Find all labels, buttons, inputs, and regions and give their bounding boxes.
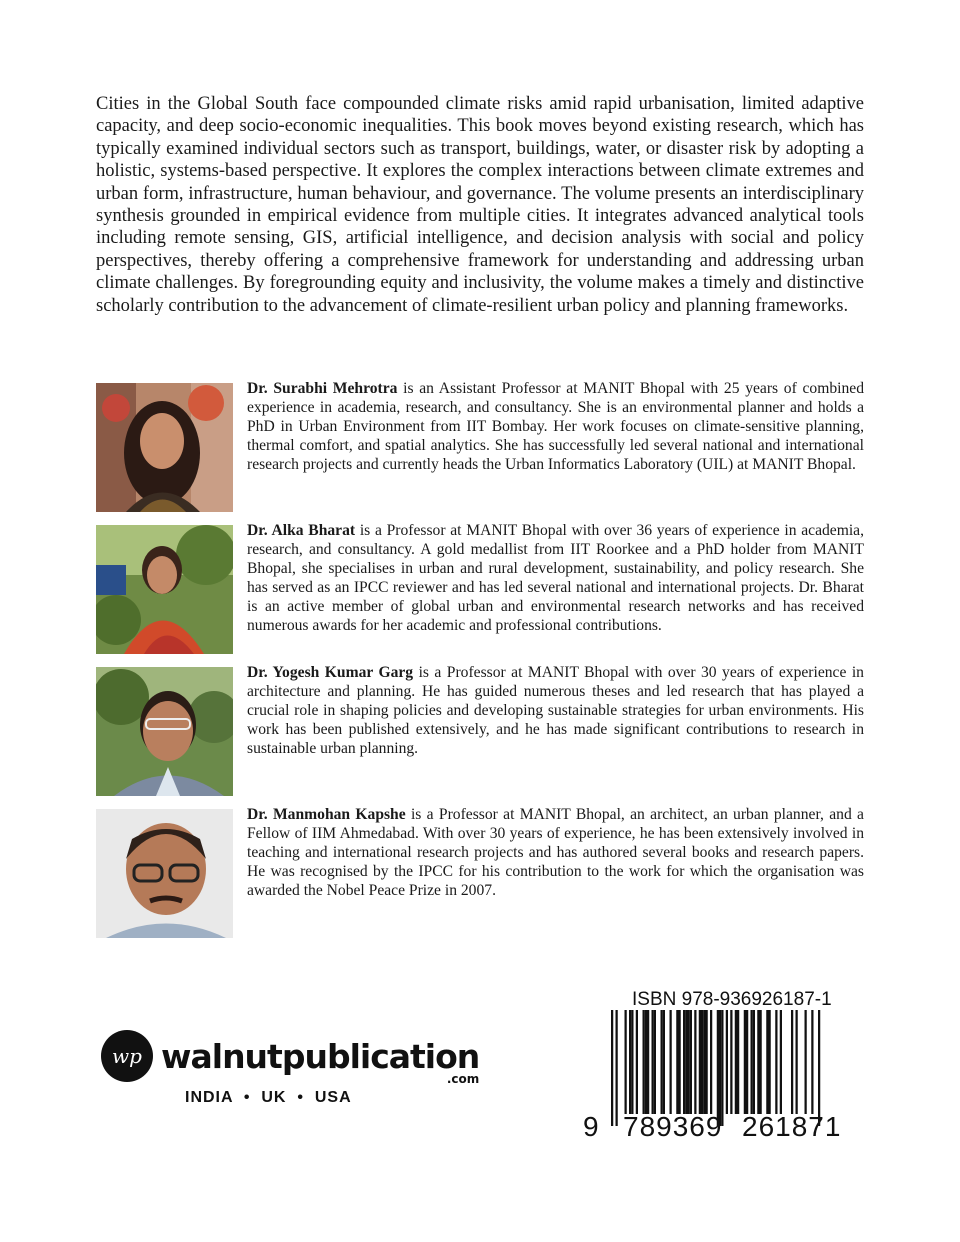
- barcode-digits-right: 261871: [742, 1111, 842, 1142]
- publisher-domain: .com: [446, 1071, 480, 1086]
- author-bio-mehrotra: [96, 380, 864, 512]
- author-name: Dr. Alka Bharat: [247, 522, 356, 539]
- barcode-bar: [706, 1010, 708, 1114]
- author-photo: [96, 383, 233, 512]
- barcode-bar: [654, 1010, 656, 1114]
- author-name: Dr. Yogesh Kumar Garg: [247, 664, 414, 681]
- book-blurb: Cities in the Global South face compounded climate risks amid rapid urbanisation, limited adaptive capacity, and deep socio-economic inequalities. This book moves beyond existing research, which has typically examined individual sectors such as transport, buildings, water, or disaster risk by adopting a holistic, systems-based perspective. It explores the complex interactions between climate extremes and urban form, infrastructure, human behaviour, and governance. The volume presents an interdisciplinary synthesis grounded in empirical evidence from multiple cities. It integrates advanced analytical tools including remote sensing, GIS, artificial intelligence, and decision analysis with social and policy perspectives, thereby offering a comprehensive framework for understanding and addressing urban climate challenges. By foregrounding equity and inclusivity, the volume makes a timely and distinctive scholarly contribution to the advancement of climate-resilient urban policy and planning frameworks.: [96, 94, 864, 316]
- barcode-bar: [688, 1010, 690, 1114]
- author-description: is a Professor at MANIT Bhopal, an architect, an urban planner, and a Fellow of IIM Ahmedabad. With over 30 years of experience, he has been extensively involved in teaching and international research projects and has authored several books and research papers. He was recognised by the IPCC for his contribution to the work for which the organisation was awarded the Nobel Peace Prize in 2007.: [247, 806, 864, 899]
- author-description: is a Professor at MANIT Bhopal with over 36 years of experience in academia, research, and consultancy. A gold medallist from IIT Roorkee and a PhD holder from MANIT Bhopal, she specialises in urban and rural development, sustainability, and policy research. She has served as an IPCC reviewer and has led several national and international projects. Dr. Bharat is an active member of global urban and environmental research networks and has received numerous awards for her academic and professional contributions.: [247, 522, 864, 634]
- barcode-bar: [769, 1010, 771, 1114]
- author-bio-bharat: [96, 522, 864, 654]
- barcode-bar: [690, 1010, 692, 1114]
- isbn-barcode: [583, 1010, 858, 1142]
- barcode-bar: [746, 1010, 748, 1114]
- author-name: Dr. Manmohan Kapshe: [247, 806, 406, 823]
- barcode-bar: [636, 1010, 638, 1114]
- barcode-bar: [670, 1010, 672, 1114]
- barcode-bar: [780, 1010, 782, 1114]
- barcode-bar: [631, 1010, 633, 1114]
- barcode-bar: [694, 1010, 696, 1114]
- publisher-wordmark: [161, 1036, 480, 1086]
- barcode-bar: [683, 1010, 685, 1114]
- author-bio-garg: [96, 664, 864, 796]
- barcode-bar: [663, 1010, 665, 1114]
- isbn-label: ISBN 978-936926187-1: [632, 989, 832, 1010]
- author-description: is a Professor at MANIT Bhopal with over 30 years of experience in architecture and planning. He has guided numerous theses and led research that has played a crucial role in shaping policies and developing sustainable strategies for urban environments. His work has been published extensively, and he has made significant contributions to research in sustainable urban planning.: [247, 664, 864, 757]
- barcode-bar: [647, 1010, 649, 1114]
- barcode-bar: [760, 1010, 762, 1114]
- barcode-bar: [701, 1010, 703, 1114]
- barcode-bar: [811, 1010, 813, 1114]
- barcode-bar: [751, 1010, 753, 1114]
- barcode-bar: [766, 1010, 768, 1114]
- barcode-bar: [775, 1010, 777, 1114]
- barcode-digit-first: 9: [583, 1111, 599, 1142]
- barcode-bar: [744, 1010, 746, 1114]
- author-photo: [96, 525, 233, 654]
- barcode-bar: [719, 1010, 721, 1126]
- barcode-bar: [796, 1010, 798, 1114]
- barcode-bar: [710, 1010, 712, 1114]
- barcode-bar: [757, 1010, 759, 1114]
- author-photo: [96, 667, 233, 796]
- barcode-bar: [611, 1010, 613, 1126]
- barcode-bar: [676, 1010, 678, 1114]
- barcode-bar: [818, 1010, 820, 1126]
- author-name: Dr. Surabhi Mehrotra: [247, 380, 398, 397]
- barcode-bar: [679, 1010, 681, 1114]
- barcode-bar: [805, 1010, 807, 1114]
- publisher-monogram-icon: wp: [101, 1030, 153, 1082]
- barcode-bar: [616, 1010, 618, 1126]
- barcode-digits-left: 789369: [623, 1111, 723, 1142]
- barcode-bar: [726, 1010, 728, 1114]
- author-bio-kapshe: [96, 806, 864, 938]
- barcode-bar: [735, 1010, 737, 1114]
- barcode-bar: [730, 1010, 732, 1114]
- barcode-bar: [699, 1010, 701, 1114]
- publisher-regions: INDIA • UK • USA: [185, 1089, 352, 1106]
- barcode-bar: [625, 1010, 627, 1114]
- barcode-bar: [721, 1010, 723, 1126]
- barcode-bar: [661, 1010, 663, 1114]
- barcode-bar: [629, 1010, 631, 1114]
- barcode-bar: [685, 1010, 687, 1114]
- barcode-bar: [717, 1010, 719, 1126]
- barcode-bar: [791, 1010, 793, 1114]
- barcode-bar: [703, 1010, 705, 1114]
- barcode-bar: [753, 1010, 755, 1114]
- author-description: is an Assistant Professor at MANIT Bhopal with 25 years of combined experience in academia, research, and consultancy. She is an environmental planner and holds a PhD in Urban Environment from IIT Bombay. Her work focuses on climate-sensitive planning, thermal comfort, and spatial analytics. She has successfully led several national and international research projects and currently heads the Urban Informatics Laboratory (UIL) at MANIT Bhopal.: [247, 380, 864, 473]
- publisher-name: walnutpublication: [161, 1036, 480, 1076]
- publisher-logo: [101, 1030, 480, 1086]
- barcode-bar: [652, 1010, 654, 1114]
- barcode-bar: [737, 1010, 739, 1114]
- barcode-bar: [643, 1010, 645, 1114]
- author-photo: [96, 809, 233, 938]
- barcode-bar: [645, 1010, 647, 1114]
